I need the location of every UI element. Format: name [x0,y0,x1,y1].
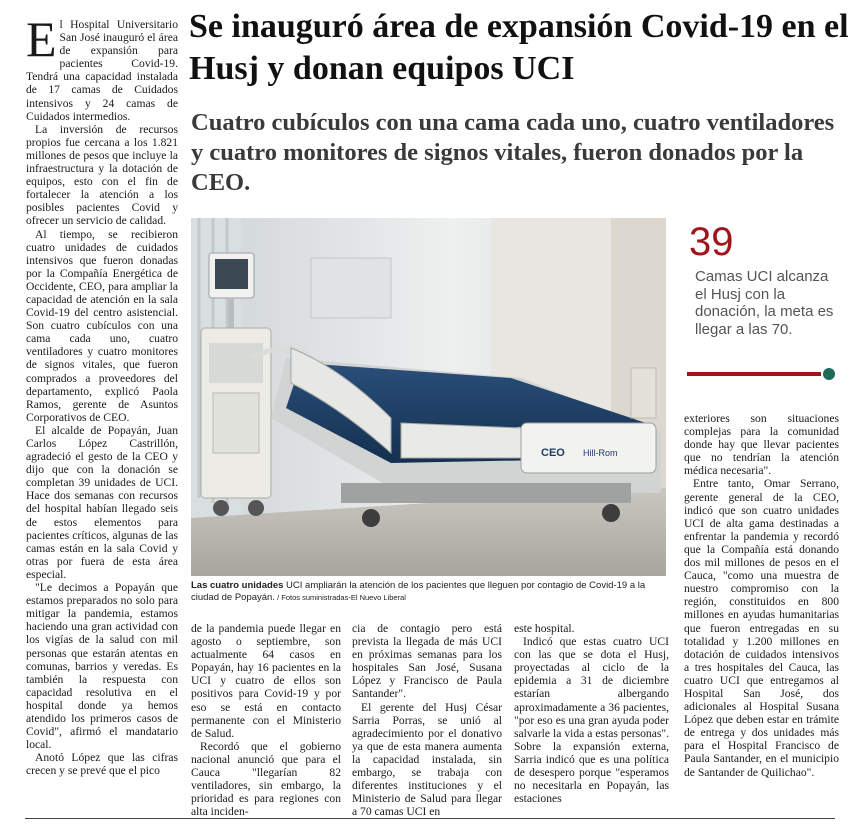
article-paragraph: El gerente del Husj César Sarria Porras, se unió al agradecimiento por el donativo ya que de esta manera aumenta la capacidad instalada, sin embargo, se trabaja con diferentes instituciones y el Ministerio de Salud para llegar a 70 camas UCI en [352,700,502,819]
hospital-bed-image [191,218,666,576]
article-column-5 [684,412,839,802]
article-column-1 [26,11,178,794]
article-column-2 [191,622,341,819]
article-paragraph: Recordó que el gobierno nacional anunció que para el Cauca "llegarían 82 ventiladores, sin embargo, la prioridad es para regiones con alta inciden- [191,739,341,819]
headline: Se inauguró área de expansión Covid-19 en el Husj y donan equipos UCI [189,8,849,87]
caption-text: UCI ampliarán la atención de los pacientes que lleguen por contagio de Covid-19 a la ciudad de Popayán. [191,580,646,603]
article-paragraph: Entre tanto, Omar Serrano, gerente general de la CEO, indicó que son cuatro unidades UCI de alta gama destinadas a enfrentar la pandemia y recordó que la Compañía está donando dos mil millones de pesos en el Cauca, "como una muestra de nuestro compromiso con la región, constituidos en 800 millones en ayudas humanitarias que fueron entregadas en su totalidad y 1.200 millones en dotación de cuidados intensivos a tres hospitales del Cauca, las cuatro UCI que entregamos al Hospital San José, dos adicionales al Hospital Susana López que deben estar en trámite de entrega y dos unidades más para el Hospital Francisco de Paula Santander, en el municipio de Santander de Quilichao". [684,477,839,779]
article-paragraph: Anotó López que las cifras crecen y se prevé que el pico [26,751,178,778]
article-paragraph: El alcalde de Popayán, Juan Carlos López Castrillón, agradeció el gesto de la CEO y dijo que con la donación se completan 39 unidades de UCI. Hace dos semanas con recursos del hospital habían llegado seis de estos elementos para pacientes críticos, algunas de las camas están en la sala Covid y otras por fuera de esta área especial. [26,423,178,581]
article-paragraph: exteriores son situaciones complejas para la comunidad donde hay que llevar pacientes que no tendrían la atención médica necesaria". [684,412,839,478]
article-paragraph: La inversión de recursos propios fue cercana a los 1.821 millones de pesos que incluye la infraestructura y la dotación de equipos, esto con el fin de fortalecer la atención a los posibles pacientes Covid y ofrecer un servicio de calidad. [26,122,178,228]
article-paragraph: Al tiempo, se recibieron cuatro unidades de cuidados intensivos que fueron donadas por la Compañía Energética de Occidente, CEO, para ampliar la capacidad de atención en la sala Covid-19 del centro asistencial. Son cuatro cubículos con una cama cada uno, cuatro ventiladores y cuatro monitores de signos vitales, que fueron comprados a proveedores del departamento, explicó Paola Ramos, gerente de Asuntos Corporativos de CEO. [26,227,178,424]
stat-box [689,220,839,338]
bottom-divider [25,818,835,819]
article-paragraph: este hospital. [514,622,575,635]
subheadline: Cuatro cubículos con una cama cada uno, cuatro ventiladores y cuatro monitores de signos vitales, fueron donados por la CEO. [191,109,835,196]
article-paragraph: cia de contagio pero está prevista la llegada de más UCI en próximas semanas para los hospitales San José, Susana López y Francisco de Paula Santander". [352,622,502,701]
article-paragraph: "Le decimos a Popayán que estamos preparados no solo para mitigar la pandemia, estamos haciendo una gran actividad con los vigías de la salud con mil personas que estarán atentas en comunas, barrios y veredas. Es también la respuesta con capacidad resolutiva en el hospital donde ya hemos atendido los primeros casos de Covid", afirmó el mandatario local. [26,581,178,752]
article-paragraph: Indicó que estas cuatro UCI con las que se dota el Husj, proyectadas al ciclo de la epidemia a 31 de diciembre estarían albergando aproximadamente a 36 pacientes, "por eso es una gran ayuda poder salvarle la vida a estas personas". Sobre la expansión externa, Sarria indicó que es una política de desespero porque "esperamos no necesitarla en Popayán, las estaciones [514,635,669,806]
article-column-3 [352,622,502,819]
drop-cap: E [26,11,57,67]
stat-divider [687,372,821,376]
stat-dot-icon [823,368,835,380]
caption-lead: Las cuatro unidades [191,580,284,591]
stat-number: 39 [689,220,734,264]
article-paragraph: de la pandemia puede llegar en agosto o septiembre, son actualmente 64 casos en Popayán, hay 16 pacientes en la UCI y cuatro de ellos son positivos para Covid-19 y por eso se está en contacto permanente con el Ministerio de Salud. [191,622,341,740]
article-paragraph: El Hospital Universitario San José inauguró el área de expansión para pacientes Covid-19. Tendrá una capacidad instalada de 17 camas de Cuidados intensivos y 24 camas de Cuidados intermedios. [26,11,178,123]
stat-text: Camas UCI alcanza el Husj con la donación, la meta es llegar a las 70. [695,268,834,338]
article-photo [191,218,666,576]
article-column-4 [514,622,669,806]
photo-caption [191,580,666,604]
photo-credit: / Fotos suministradas-El Nuevo Liberal [274,593,406,602]
footboard-brand-label: CEO [541,447,565,459]
footboard-brand-label-2: Hill-Rom [583,448,618,458]
